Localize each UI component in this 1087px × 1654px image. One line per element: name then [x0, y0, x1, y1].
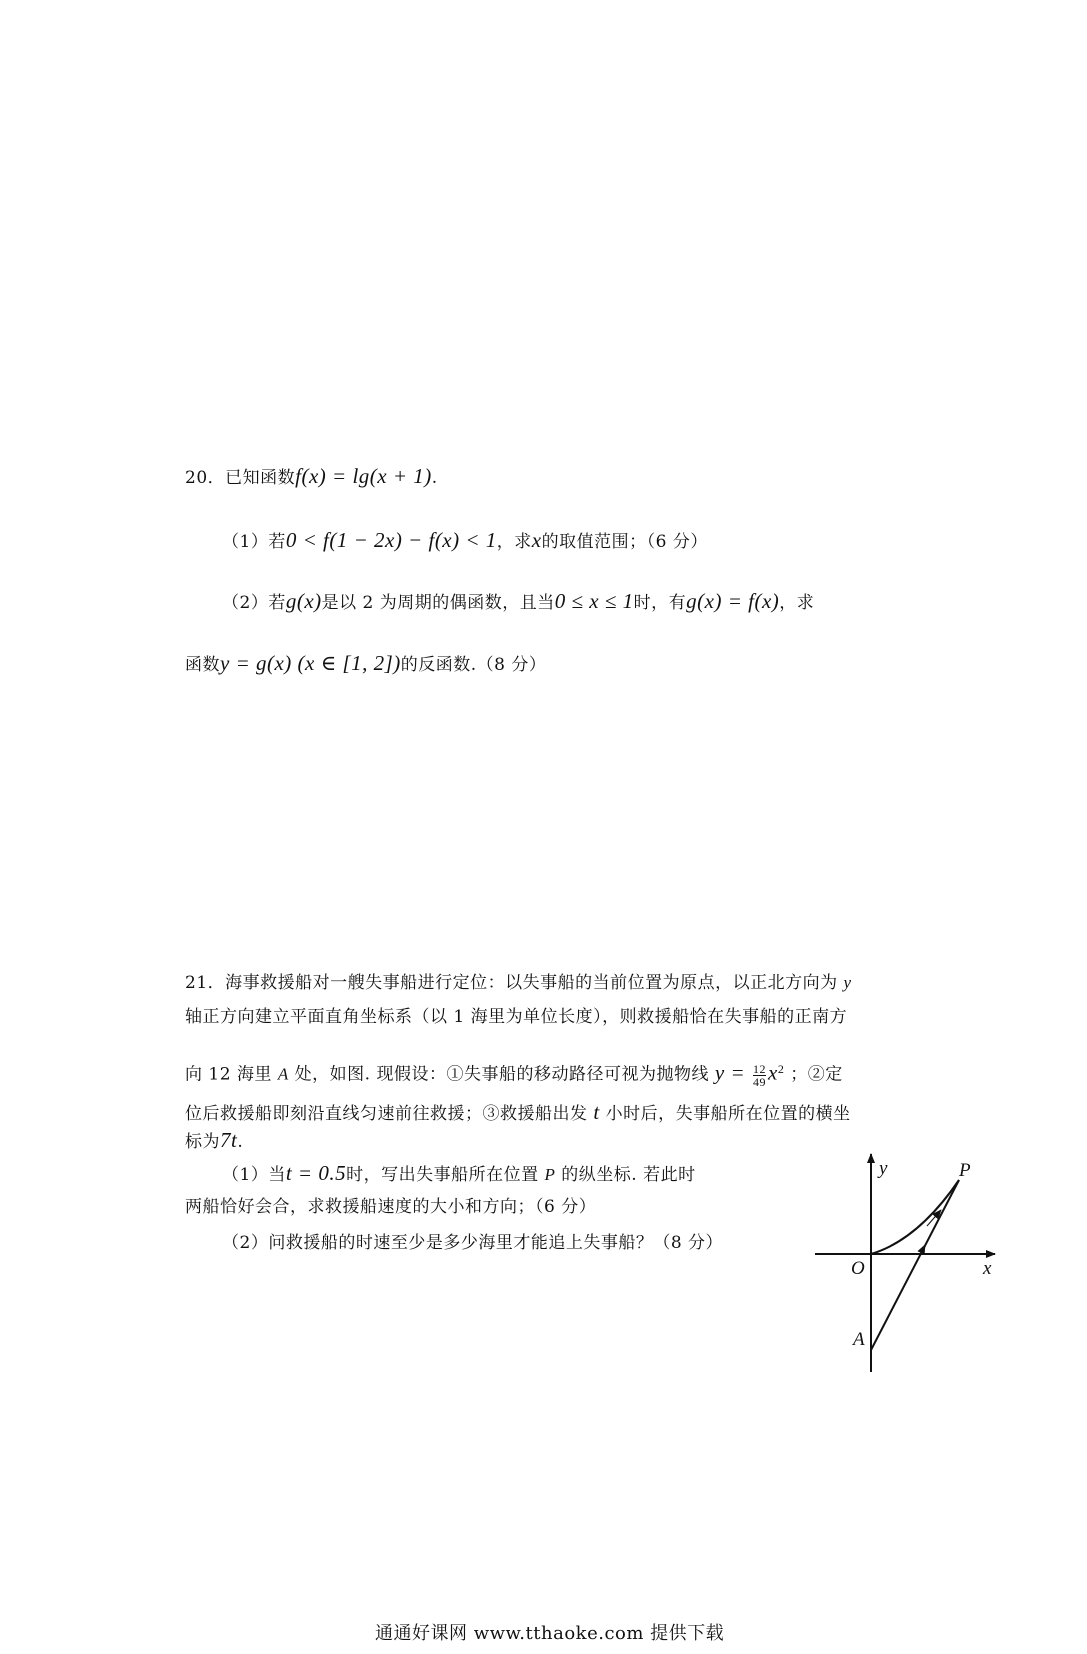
label-P: P	[959, 1160, 971, 1181]
q21-parabola-y: y =	[714, 1060, 746, 1085]
q20-part2-text2: 时，有	[633, 593, 687, 613]
q20-part1-inequality: 0 < f(1 − 2x) − f(x) < 1	[285, 528, 497, 552]
q20-part2-prefix: （2）若	[222, 593, 286, 613]
q20-part1	[222, 527, 708, 555]
q21-part1-line2	[185, 1194, 596, 1220]
q20-part2-equation: g(x) = f(x)	[686, 589, 780, 613]
q21-part2	[222, 1230, 723, 1256]
q21-line3-suffix: ；②定	[790, 1064, 843, 1085]
q21-line1-text: 21．海事救援船对一艘失事船进行定位：以失事船的当前位置为原点，以正北方向为	[185, 973, 838, 993]
label-A: A	[853, 1329, 865, 1350]
q21-fraction	[753, 1063, 766, 1088]
label-x: x	[983, 1258, 992, 1279]
q21-part1-suffix: 的纵坐标. 若此时	[561, 1165, 696, 1185]
q20-part2-text1: 是以 2 为周期的偶函数，且当	[321, 593, 555, 613]
q20-part2-line2-formula: y = g(x) (x ∈ [1, 2])	[220, 651, 401, 675]
q21-line5-formula: 7t	[220, 1128, 238, 1152]
q21-part1-P: P	[544, 1165, 556, 1184]
q21-line5	[185, 1127, 243, 1155]
q20-part1-var: x	[531, 528, 542, 552]
footer-source: 通通好课网 www.tthaoke.com 提供下载	[375, 1623, 725, 1644]
q20-part2-line2-suffix: 的反函数.（8 分）	[400, 655, 547, 675]
q21-part1-formula: t = 0.5	[285, 1161, 347, 1185]
q20-stem-text: 20．已知函数	[185, 468, 296, 488]
q20-part2-range: 0 ≤ x ≤ 1	[554, 589, 634, 613]
q21-line1-var: y	[843, 973, 852, 992]
q21-line3-mid: 处，如图. 现假设：①失事船的移动路径可视为抛物线	[294, 1064, 709, 1085]
q21-part1-prefix: （1）当	[222, 1165, 286, 1185]
q21-fraction-denominator: 49	[753, 1074, 767, 1089]
label-y: y	[879, 1158, 888, 1179]
q20-stem	[185, 463, 438, 491]
q21-line3	[185, 1056, 843, 1088]
q21-line2	[185, 1004, 847, 1030]
q21-line4	[185, 1099, 851, 1127]
q21-fraction-numerator: 12	[753, 1061, 767, 1076]
q20-part1-suffix: 的取值范围；（6 分）	[541, 532, 708, 552]
q21-parabola-x: x	[768, 1060, 778, 1085]
q21-figure	[815, 1150, 1005, 1375]
q21-line4-prefix: 位后救援船即刻沿直线匀速前往救援；③救援船出发	[185, 1104, 588, 1124]
q20-part2-line1	[222, 588, 814, 616]
q21-part1-mid: 时，写出失事船所在位置	[346, 1165, 539, 1185]
q20-part2-line2	[185, 650, 546, 678]
q21-parabola-exponent: 2	[777, 1062, 785, 1076]
label-O: O	[851, 1258, 865, 1279]
q21-line1	[185, 970, 852, 996]
q21-part2-text: （2）问救援船的时速至少是多少海里才能追上失事船？（8 分）	[222, 1233, 724, 1253]
q20-part2-line2-prefix: 函数	[185, 655, 220, 675]
q20-part1-prefix: （1）若	[222, 532, 286, 552]
q21-line2-text: 轴正方向建立平面直角坐标系（以 1 海里为单位长度），则救援船恰在失事船的正南方	[185, 1007, 848, 1027]
q21-line4-t: t	[593, 1100, 600, 1124]
q21-line5-prefix: 标为	[185, 1132, 220, 1152]
q20-part1-mid: ，求	[496, 532, 532, 552]
q21-line3-prefix: 向 12 海里	[185, 1064, 272, 1085]
q21-line5-suffix: .	[237, 1132, 244, 1152]
q20-part2-g: g(x)	[285, 589, 322, 613]
parabola-path	[871, 1180, 959, 1254]
q20-function-formula: f(x) = lg(x + 1)	[295, 464, 432, 488]
q21-part1-line2-text: 两船恰好会合，求救援船速度的大小和方向；（6 分）	[185, 1197, 597, 1217]
q20-stem-end: .	[431, 468, 438, 488]
q21-line3-A: A	[277, 1064, 289, 1084]
q21-part1-line1	[222, 1160, 696, 1188]
q21-line4-suffix: 小时后，失事船所在位置的横坐	[605, 1104, 851, 1124]
q20-part2-text3: ，求	[779, 593, 815, 613]
